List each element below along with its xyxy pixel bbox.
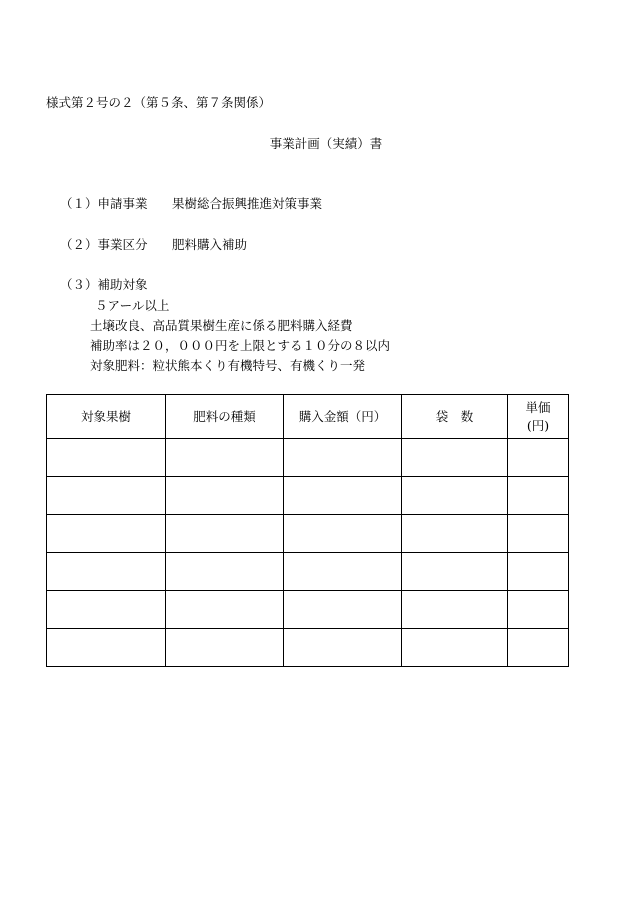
cell-unit-price[interactable] xyxy=(508,515,569,553)
cell-unit-price[interactable] xyxy=(508,591,569,629)
table-header-row xyxy=(47,395,569,439)
header-fertilizer-type: 肥料の種類 xyxy=(166,395,284,439)
table-row xyxy=(47,629,569,667)
section-1-label: （１）申請事業 xyxy=(60,196,148,211)
cell-purchase-amount[interactable] xyxy=(284,477,402,515)
cell-fertilizer-type[interactable] xyxy=(166,477,284,515)
cell-fruit[interactable] xyxy=(47,439,166,477)
cell-fertilizer-type[interactable] xyxy=(166,629,284,667)
cell-fruit[interactable] xyxy=(47,553,166,591)
cell-fertilizer-type[interactable] xyxy=(166,553,284,591)
section-3-line: 補助率は２０，０００円を上限とする１０分の８以内 xyxy=(90,338,391,353)
header-bags: 袋 数 xyxy=(402,395,508,439)
cell-fruit[interactable] xyxy=(47,591,166,629)
section-3-line: ５アール以上 xyxy=(95,298,170,313)
table-row xyxy=(47,553,569,591)
cell-unit-price[interactable] xyxy=(508,439,569,477)
cell-unit-price[interactable] xyxy=(508,629,569,667)
cell-unit-price[interactable] xyxy=(508,477,569,515)
section-2-value: 肥料購入補助 xyxy=(172,237,248,252)
cell-bags[interactable] xyxy=(402,515,508,553)
cell-bags[interactable] xyxy=(402,553,508,591)
section-3-line: 対象肥料：粒状熊本くり有機特号、有機くり一発 xyxy=(90,358,366,373)
header-fruit: 対象果樹 xyxy=(47,395,166,439)
table-row xyxy=(47,439,569,477)
form-identifier: 様式第２号の２（第５条、第７条関係） xyxy=(46,95,272,110)
cell-fruit[interactable] xyxy=(47,515,166,553)
section-2-label: （２）事業区分 xyxy=(60,237,148,252)
section-3-line: 土壌改良、高品質果樹生産に係る肥料購入経費 xyxy=(90,318,353,333)
cell-purchase-amount[interactable] xyxy=(284,629,402,667)
cell-bags[interactable] xyxy=(402,629,508,667)
document-title: 事業計画（実績）書 xyxy=(269,136,383,151)
table-row xyxy=(47,515,569,553)
cell-fertilizer-type[interactable] xyxy=(166,515,284,553)
section-3-label: （３）補助対象 xyxy=(60,277,148,292)
table-row xyxy=(47,477,569,515)
section-1-value: 果樹総合振興推進対策事業 xyxy=(172,196,323,211)
cell-bags[interactable] xyxy=(402,477,508,515)
cell-fruit[interactable] xyxy=(47,477,166,515)
cell-fruit[interactable] xyxy=(47,629,166,667)
table-row xyxy=(47,591,569,629)
cell-fertilizer-type[interactable] xyxy=(166,439,284,477)
cell-purchase-amount[interactable] xyxy=(284,553,402,591)
cell-fertilizer-type[interactable] xyxy=(166,591,284,629)
cell-purchase-amount[interactable] xyxy=(284,591,402,629)
header-unit-price-label: 単価 xyxy=(525,399,551,415)
header-unit-price-unit: (円) xyxy=(526,417,550,433)
cell-purchase-amount[interactable] xyxy=(284,439,402,477)
cell-unit-price[interactable] xyxy=(508,553,569,591)
header-unit-price xyxy=(508,395,569,439)
plan-table xyxy=(46,394,569,667)
header-purchase-amount: 購入金額（円） xyxy=(284,395,402,439)
cell-bags[interactable] xyxy=(402,591,508,629)
cell-purchase-amount[interactable] xyxy=(284,515,402,553)
cell-bags[interactable] xyxy=(402,439,508,477)
